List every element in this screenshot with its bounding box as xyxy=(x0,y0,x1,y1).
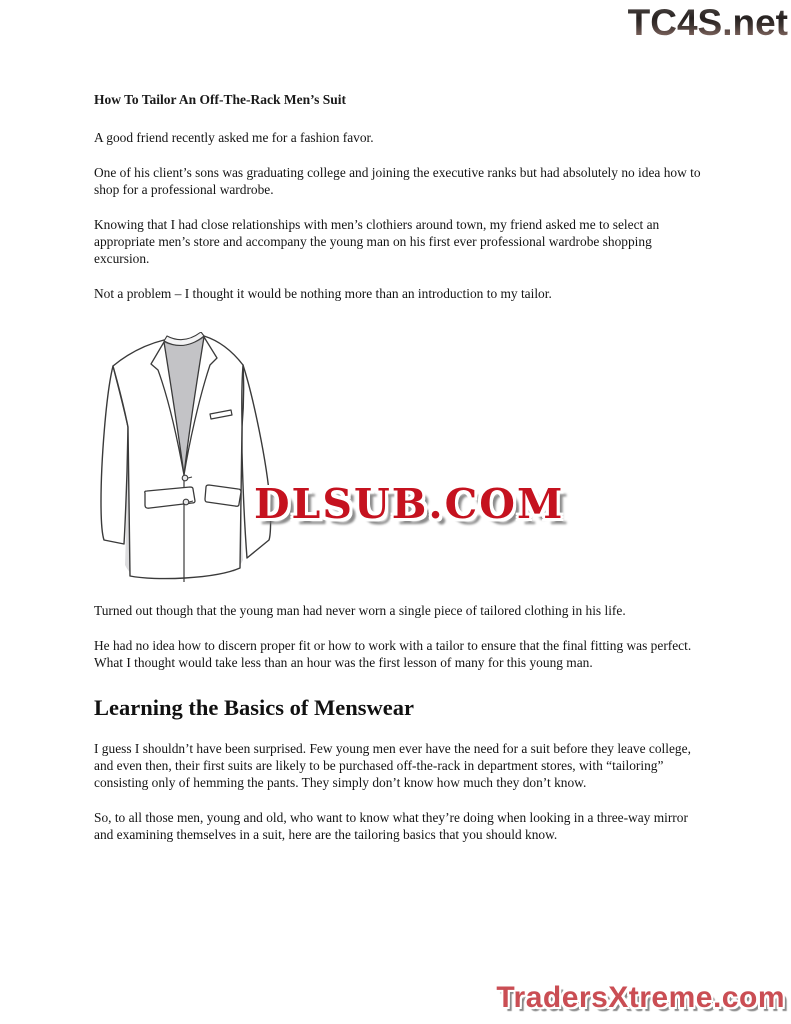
figure-suit-jacket xyxy=(94,332,708,590)
paragraph: One of his client’s sons was graduating college and joining the executive ranks but had absolutely no idea how to shop for a professional wardrobe. xyxy=(94,165,701,197)
paragraph: Turned out though that the young man had never worn a single piece of tailored clothing in his life. xyxy=(94,603,626,618)
paragraph: A good friend recently asked me for a fashion favor. xyxy=(94,130,374,145)
paragraph: Knowing that I had close relationships with men’s clothiers around town, my friend asked me to select an appropriate men’s store and accompany the young man on his first ever professional wardrobe shopping excursion. xyxy=(94,217,660,266)
tradersxtreme-site-logo[interactable]: TradersXtreme.com xyxy=(496,981,785,1014)
article-body xyxy=(94,92,708,861)
suit-jacket-illustration-icon xyxy=(100,332,286,590)
paragraph: Not a problem – I thought it would be nothing more than an introduction to my tailor. xyxy=(94,286,552,301)
paragraph: So, to all those men, young and old, who want to know what they’re doing when looking in a three-way mirror and examining themselves in a suit, here are the tailoring basics that you should know. xyxy=(94,810,688,842)
paragraph: He had no idea how to discern proper fit or how to work with a tailor to ensure that the final fitting was perfect. What I thought would take less than an hour was the first lesson of many for this young man. xyxy=(94,638,692,670)
paragraph: I guess I shouldn’t have been surprised. Few young men ever have the need for a suit before they leave college, and even then, their first suits are likely to be purchased off-the-rack in department stores, with “tailoring” consisting only of hemming the pants. They simply don’t know how much they don’t know. xyxy=(94,741,691,790)
section-heading: Learning the Basics of Menswear xyxy=(94,695,414,720)
watermark-dlsub: DLSUB.COM xyxy=(254,480,565,528)
tc4s-site-logo[interactable]: TC4S.net xyxy=(627,2,788,43)
article-title: How To Tailor An Off-The-Rack Men’s Suit xyxy=(94,92,347,107)
